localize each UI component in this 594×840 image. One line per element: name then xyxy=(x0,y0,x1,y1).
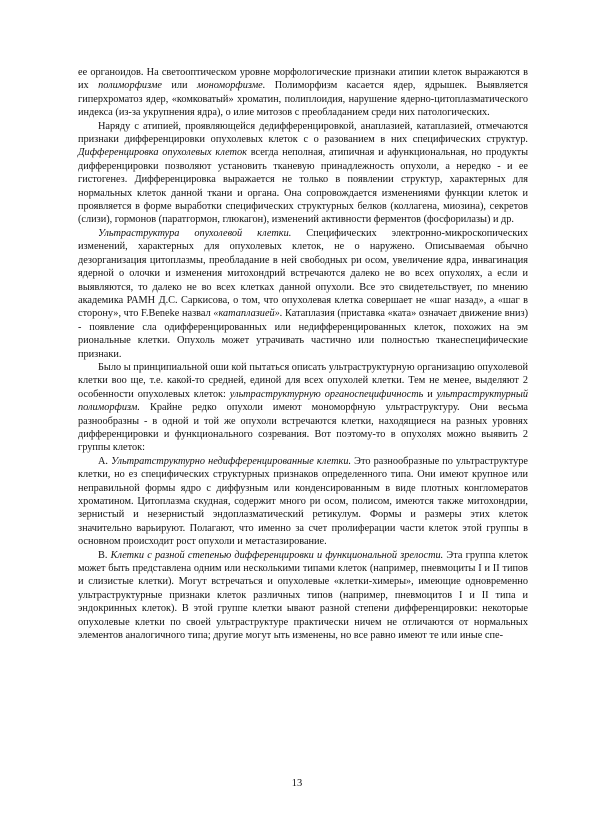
text-run: и xyxy=(423,388,437,400)
paragraph-5 xyxy=(78,455,528,549)
list-marker: А. xyxy=(98,455,112,467)
italic-term: Дифференцировка опухолевых клеток xyxy=(78,147,247,159)
paragraph-1 xyxy=(78,66,528,120)
text-run: Полиморфизм касается ядер, ядрышек. Выявляется гиперхроматоз ядер, «комковатый» хроматин, полиплоидия, нарушение ядерно-цитоплазматического индекса (из-за укрупнения ядра), о илие митозов с преобладанием среди них патологических. xyxy=(78,80,529,119)
paragraph-6 xyxy=(78,549,528,643)
text-run: или xyxy=(161,80,197,92)
italic-term: мономорфизме. xyxy=(196,80,266,92)
italic-term: Ультратструктурно недифференцированные клетки. xyxy=(111,455,352,467)
text-run: всегда неполная, атипичная и афункциональная, но продукты дифференцировки позволяют установить тканевую принадлежность опухоли, а нередко - и ее гистогенез. Дифференцировка выражается не только в появлении структур, характерных для нормальных клеток данной ткани и органа. Она сопровождается изменениями функции клеток и проявляется в форме выработки специфических структурных белков (коллагена, миозина), секретов (слизи), гормонов (паратгормон, глюкагон), изменений активности ферментов (фосфорилазы) и др. xyxy=(78,147,528,226)
text-run: Это разнообразные по ультраструктуре клетки, но ез специфических структурных признаков определенного типа. Они имеют крупное или неправильной формы ядро с диффузным или конденсированным в виде плотных конгломератов хроматином. Цитоплазма скудная, содержит много ри осом, полисом, имеются также митохондрии, зернистый и незернистый эндоплазматический ретикулум. Формы и размеры этих клеток значительно варьируют. Полагают, что именно за счет пролиферации части клеток этой группы в основном происходит рост опухоли и метастазирование. xyxy=(78,455,528,548)
text-run: Наряду с атипией, проявляющейся дедифференцировкой, анаплазией, катаплазией, отмечаются признаки дифференцировки опухолевых клеток с о разованием в них специфических структур. xyxy=(78,120,528,146)
italic-term: ультраструктурную органоспецифичность xyxy=(229,388,424,400)
text-run: Эта группа клеток может быть представлена одним или несколькими типами клеток (например, пневмоциты I и II типов и слизистые клетки). Могут встречаться и опухолевые «клетки-химеры», имеющие одновременно ультраструктурные признаки клеток различных типов (например, пневмоцитов I и II типа и эндокринных клеток). В этой группе клетки ывают разной степени дифференцировки: некоторые опухолевые клетки по своей ультраструктуре практически ничем не отличаются от нормальных элементов аналогичного типа; другие могут ыть изменены, но все равно имеют те или иные спе- xyxy=(78,549,528,642)
text-run: Было ы принципиальной оши кой пытаться описать ультраструктурную организацию опухолевой клетки воо ще, т.е. какой-то средней, единой для всех опухолей клетки. Тем не менее, выделяют 2 особенности опухолевых клеток: xyxy=(78,361,528,400)
text-run: Катаплазия (приставка «ката» означает движение вниз) - появление сла одифференцированных или недифференцированных клеток, похожих на эм риональные клетки. Опухоль может утрачивать частично или полностью тканеспецифические признаки. xyxy=(78,308,529,360)
paragraph-2 xyxy=(78,120,528,227)
text-run: ее органоидов. На светооптическом уровне морфологические признаки атипии клеток выражаются в их xyxy=(78,67,528,92)
section-heading-italic: Ультраструктура опухолевой клетки. xyxy=(98,227,292,239)
list-marker: В. xyxy=(98,549,111,561)
italic-term: полиморфизме xyxy=(98,80,162,92)
paragraph-4 xyxy=(78,361,528,455)
text-run: Крайне редко опухоли имеют мономорфную ультраструктуру. Они весьма разнообразны - в одной и той же опухоли встречаются клетки, находящиеся на разных уровнях дифференцировки и функционального созревания. Вот поэтому-то в опухолях можно выявить 2 группы клеток: xyxy=(78,402,528,454)
paragraph-3 xyxy=(78,227,528,361)
italic-term: ультраструктурный полиморфизм. xyxy=(78,388,528,414)
page-number: 13 xyxy=(291,778,303,789)
italic-term: Клетки с разной степенью дифференцировки и функциональной зрелости. xyxy=(110,549,444,561)
italic-term: «катаплазией». xyxy=(213,308,283,320)
document-body xyxy=(78,66,528,642)
text-run: Специфических электронно-микроскопических изменений, характерных для опухолевых клеток, не о наружено. Описываемая обычно дезорганизация цитоплазмы, преобладание в ней свободных ри осом, увеличение ядра, инвагинация ядерной о олочки и изменения митохондрий встречаются далеко не во всех опухолях, а если и выявляются, то далеко не во всех клетках данной опухоли. Все это свидетельствует, по мнению академика РАМН Д.С. Саркисова, о том, что опухолевая клетка совершает не «шаг назад», а «шаг в сторону», что F.Beneke назвал xyxy=(78,227,528,320)
